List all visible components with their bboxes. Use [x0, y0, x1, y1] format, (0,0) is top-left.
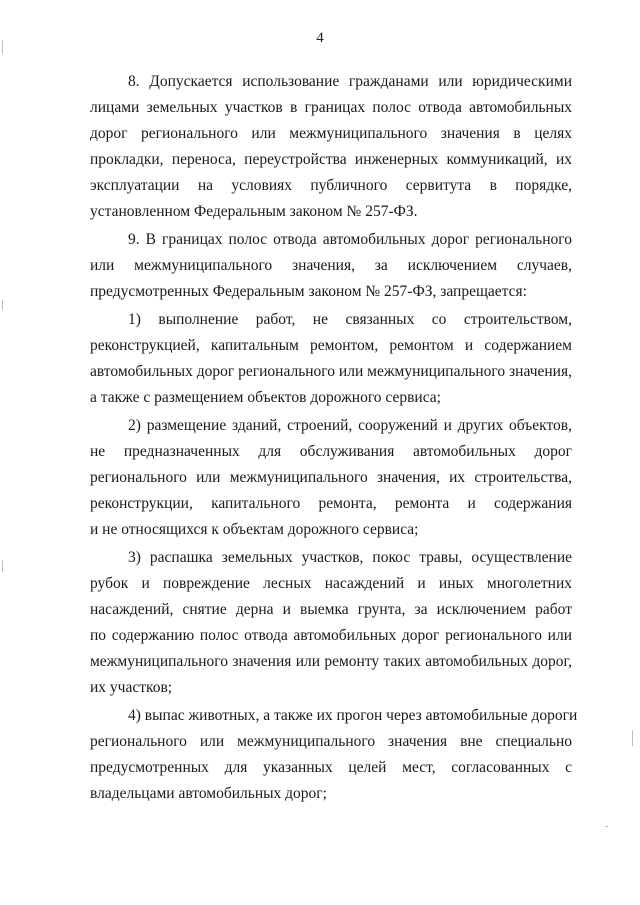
list-item-1: [90, 307, 572, 411]
text-line: а также с размещением объектов дорожного сервиса;: [90, 389, 441, 406]
text-line: рубок и повреждение лесных насаждений и иных многолетних: [90, 575, 572, 592]
text-line: межмуниципального значения или ремонту таких автомобильных дорог,: [90, 653, 572, 670]
text-line: лицами земельных участков в границах полос отвода автомобильных: [90, 99, 572, 116]
text-line: насаждений, снятие дерна и выемка грунта, за исключением работ: [90, 601, 572, 618]
text-line: 3) распашка земельных участков, покос травы, осуществление: [128, 549, 572, 566]
text-line: предусмотренных для указанных целей мест, согласованных с: [90, 759, 572, 776]
text-line: или межмуниципального значения, за исключением случаев,: [90, 257, 572, 274]
scan-mark: [2, 40, 3, 54]
scan-mark: [2, 300, 3, 310]
text-line: 1) выполнение работ, не связанных со строительством,: [128, 311, 572, 328]
text-line: прокладки, переноса, переустройства инженерных коммуникаций, их: [90, 151, 572, 168]
text-line: и не относящихся к объектам дорожного сервиса;: [90, 521, 419, 538]
page-number: 4: [316, 30, 324, 46]
text-line: дорог регионального или межмуниципального значения в целях: [90, 125, 572, 142]
paragraph-8: [90, 69, 572, 225]
text-line: по содержанию полос отвода автомобильных дорог регионального или: [90, 627, 572, 644]
text-line: владельцами автомобильных дорог;: [90, 785, 327, 802]
document-body: [90, 69, 578, 809]
scan-mark: [632, 730, 633, 746]
text-line: их участков;: [90, 679, 173, 696]
text-line: 8. Допускается использование гражданами или юридическими: [128, 73, 572, 90]
text-line: не предназначенных для обслуживания автомобильных дорог: [90, 443, 572, 460]
text-line: эксплуатации на условиях публичного сервитута в порядке,: [90, 177, 572, 194]
text-line: реконструкцией, капитальным ремонтом, ремонтом и содержанием: [90, 337, 572, 354]
text-line: установленном Федеральным законом № 257-ФЗ.: [90, 203, 418, 220]
text-line: регионального или межмуниципального значения вне специально: [90, 733, 572, 750]
text-line: 4) выпас животных, а также их прогон через автомобильные дороги: [128, 707, 578, 724]
list-item-4: [90, 703, 578, 807]
text-line: 9. В границах полос отвода автомобильных дорог регионального: [128, 231, 572, 248]
text-line: регионального или межмуниципального значения, их строительства,: [90, 469, 572, 486]
list-item-2: [90, 413, 572, 543]
text-line: автомобильных дорог регионального или межмуниципального значения,: [90, 363, 572, 380]
text-line: предусмотренных Федеральным законом № 257-ФЗ, запрещается:: [90, 283, 527, 300]
text-line: 2) размещение зданий, строений, сооружений и других объектов,: [128, 417, 572, 434]
paragraph-9: [90, 227, 572, 305]
list-item-3: [90, 545, 572, 701]
text-line: реконструкции, капитального ремонта, ремонта и содержания: [90, 495, 572, 512]
scan-mark: [2, 560, 3, 572]
scan-mark: [605, 826, 608, 827]
